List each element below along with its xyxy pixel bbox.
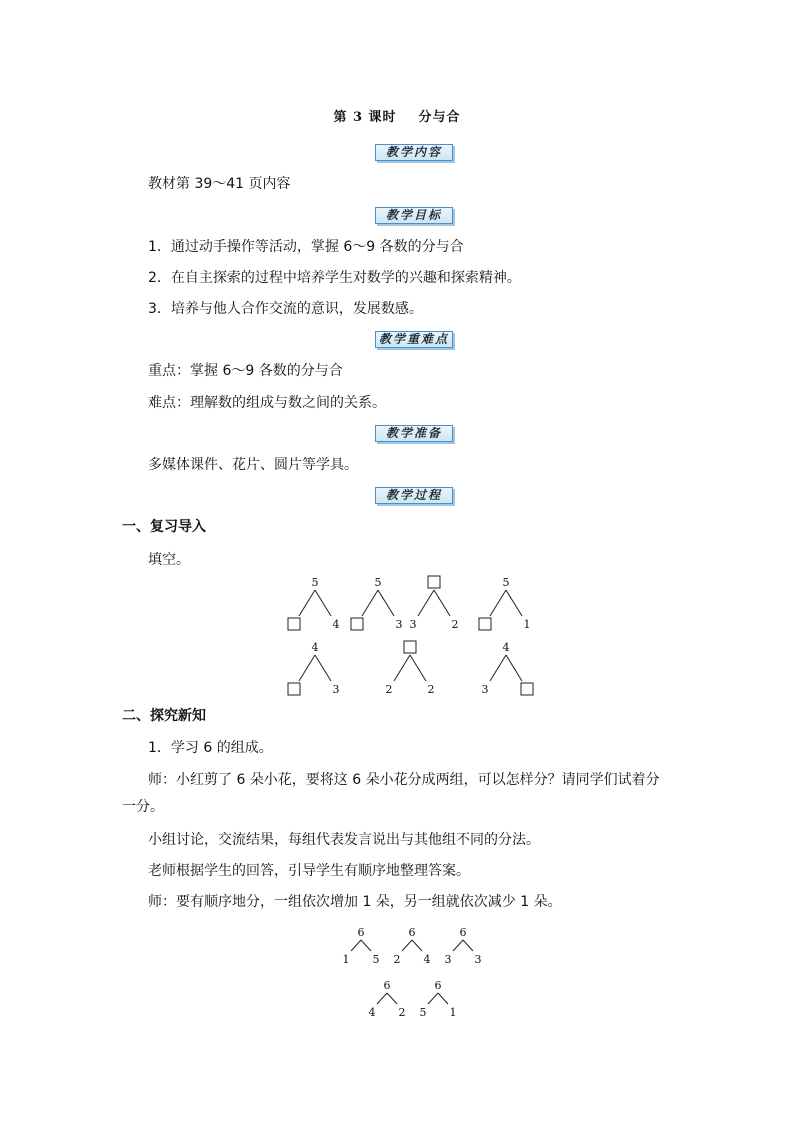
part2-step1: 1．学习 6 的组成。 [148, 740, 273, 756]
number-left: 4 [368, 1005, 376, 1019]
goal-item: 2．在自主探索的过程中培养学生对数学的兴趣和探索精神。 [148, 270, 521, 286]
number-right: 3 [395, 617, 403, 631]
difficulty-text: 难点：理解数的组成与数之间的关系。 [148, 395, 386, 411]
number-tree [445, 926, 482, 966]
preparation-text: 多媒体课件、花片、圆片等学具。 [148, 457, 358, 473]
number-top: 5 [502, 575, 510, 589]
branch-right [412, 940, 422, 951]
section-header-preparation: 教学准备 [375, 425, 453, 442]
number-tree [420, 979, 457, 1019]
goal-item: 3．培养与他人合作交流的意识，发展数感。 [148, 301, 423, 317]
number-right: 4 [423, 952, 431, 966]
number-right: 2 [427, 682, 435, 696]
branch-right [361, 940, 371, 951]
branch-left [428, 993, 438, 1004]
number-top: 6 [459, 925, 467, 939]
number-tree [369, 979, 406, 1019]
content-text: 教材第 39～41 页内容 [148, 176, 291, 192]
number-left: 5 [419, 1005, 427, 1019]
branch-right [463, 940, 473, 951]
branch-left [377, 993, 387, 1004]
number-left: 1 [342, 952, 350, 966]
branch-right [387, 993, 397, 1004]
number-top: 4 [502, 640, 510, 654]
number-right: 4 [332, 617, 340, 631]
lesson-number: 第 3 课时 [333, 110, 397, 125]
teacher-instruction: 师：要有顺序地分，一组依次增加 1 朵，另一组就依次减少 1 朵。 [148, 894, 562, 910]
branch-left [402, 940, 412, 951]
part1-heading: 一、复习导入 [122, 519, 206, 535]
number-left: 2 [393, 952, 401, 966]
teacher-question: 师：小红剪了 6 朵小花，要将这 6 朵小花分成两组，可以怎样分？请同学们试着分一分。 [122, 772, 660, 815]
guide-text: 老师根据学生的回答，引导学生有顺序地整理答案。 [148, 863, 470, 879]
number-top: 4 [311, 640, 319, 654]
number-right: 1 [449, 1005, 457, 1019]
discussion-text: 小组讨论，交流结果，每组代表发言说出与其他组不同的分法。 [148, 832, 540, 848]
number-right: 2 [398, 1005, 406, 1019]
section-header-process: 教学过程 [375, 487, 453, 504]
number-right: 3 [474, 952, 482, 966]
branch-left [453, 940, 463, 951]
number-top: 6 [383, 978, 391, 992]
section-header-goals: 教学目标 [375, 207, 453, 224]
number-left: 2 [385, 682, 393, 696]
number-top: 6 [357, 925, 365, 939]
number-left: 3 [444, 952, 452, 966]
number-right: 2 [451, 617, 459, 631]
key-point-text: 重点：掌握 6～9 各数的分与合 [148, 363, 343, 379]
section-header-content: 教学内容 [375, 144, 453, 161]
number-top: 6 [408, 925, 416, 939]
number-left: 3 [481, 682, 489, 696]
number-tree [394, 926, 431, 966]
part2-heading: 二、探究新知 [122, 708, 206, 724]
number-right: 5 [372, 952, 380, 966]
number-right: 3 [332, 682, 340, 696]
number-left: 3 [409, 617, 417, 631]
number-top: 5 [311, 575, 319, 589]
number-top: 6 [434, 978, 442, 992]
branch-right [438, 993, 448, 1004]
branch-left [351, 940, 361, 951]
section-header-key-points: 教学重难点 [375, 331, 453, 348]
goal-item: 1．通过动手操作等活动，掌握 6～9 各数的分与合 [148, 239, 464, 255]
part1-prompt: 填空。 [148, 552, 190, 568]
lesson-topic: 分与合 [418, 110, 461, 125]
number-top: 5 [374, 575, 382, 589]
number-tree [343, 926, 380, 966]
number-right: 1 [523, 617, 531, 631]
